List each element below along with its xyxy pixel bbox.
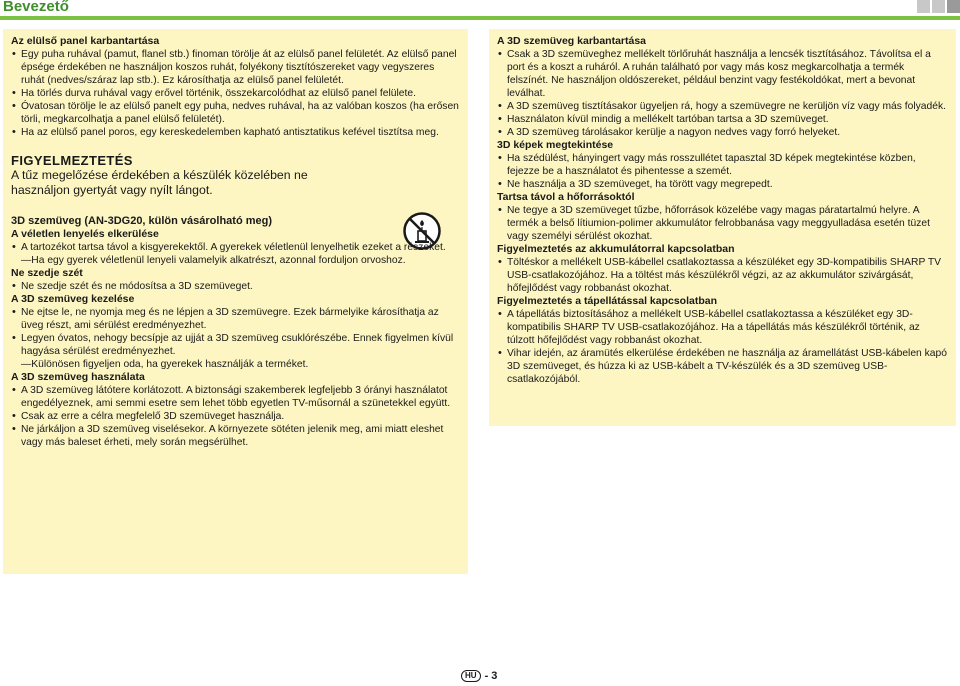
list-item: • A 3D szemüveg látótere korlátozott. A biztonsági szakemberek legfeljebb 3 órányi használatot engedélyeznek, ami semmi esetre sem lehet több egyetlen TV-műsornál a szünetekkel együtt.	[11, 384, 459, 410]
viewing-list	[497, 152, 947, 191]
left-panel	[3, 29, 468, 574]
swallow-note: —Ha egy gyerek véletlenül lenyeli valamelyik alkatrészt, azonnal forduljon orvoshoz.	[21, 255, 406, 266]
swallow-heading: A véletlen lenyelés elkerülése	[11, 228, 159, 240]
panel-care-heading: Az elülső panel karbantartása	[11, 35, 160, 47]
list-item: • Ne szedje szét és ne módosítsa a 3D szemüveget.	[11, 280, 459, 293]
battery-heading: Figyelmeztetés az akkumulátorral kapcsolatban	[497, 243, 735, 255]
list-item: • Ne ejtse le, ne nyomja meg és ne lépjen a 3D szemüvegre. Ezek bármelyike károsíthatja az üveg részt, ami sérülést eredményezhet.	[11, 306, 459, 332]
header-tabs	[915, 0, 960, 13]
usage-heading: A 3D szemüveg használata	[11, 371, 145, 383]
header-block	[947, 0, 960, 13]
list-item: • Ne használja a 3D szemüveget, ha törött vagy megrepedt.	[497, 178, 947, 191]
maintenance-list	[497, 48, 947, 139]
maintenance-heading: A 3D szemüveg karbantartása	[497, 35, 647, 47]
list-item: • Ne tegye a 3D szemüveget tűzbe, hőforrások közelébe vagy magas páratartalmú helyre. A termék a belső lítiumion-polimer akkumulátor felrobbanása vagy meggyulladása esetén tüzet vagy személyi sérülést okozhat.	[497, 204, 947, 243]
usage-list	[11, 384, 459, 449]
handling-note: —Különösen figyeljen oda, ha gyerekek használják a terméket.	[21, 359, 309, 370]
language-badge: HU	[461, 670, 481, 682]
battery-list	[497, 256, 947, 295]
list-item: • Csak a 3D szemüveghez mellékelt törlőruhát használja a lencsék tisztításához. Távolítsa el a port és a koszt a ruháról. A ruhán található por vagy más kosz megkarcolhatja a termék felszínét. Ne használjon oldószereket, például benzint vagy festékoldókat, mert a bevonat leválhat.	[497, 48, 947, 100]
list-item: • A 3D szemüveg tárolásakor kerülje a nagyon nedves vagy forró helyeket.	[497, 126, 947, 139]
disassemble-heading: Ne szedje szét	[11, 267, 83, 279]
list-item: • Töltéskor a mellékelt USB-kábellel csatlakoztassa a készüléket egy 3D-kompatibilis SHARP TV USB-csatlakozójához. Ha a töltést más készülékről végzi, az az akkumulátor szivárgását, hőfejlődést vagy robbanást okozhat.	[497, 256, 947, 295]
list-item: • Használaton kívül mindig a mellékelt tartóban tartsa a 3D szemüveget.	[497, 113, 947, 126]
swallow-list	[11, 241, 459, 254]
heat-heading: Tartsa távol a hőforrásoktól	[497, 191, 635, 203]
warning-title: FIGYELMEZTETÉS	[11, 153, 133, 168]
right-panel	[489, 29, 956, 426]
list-item: • Ne járkáljon a 3D szemüveg viselésekor. A környezete sötéten jelenik meg, ami miatt eleshet vagy más baleset érheti, mely során megsérülhet.	[11, 423, 459, 449]
list-item: • Csak az erre a célra megfelelő 3D szemüveget használja.	[11, 410, 459, 423]
list-item: • Legyen óvatos, nehogy becsípje az ujját a 3D szemüveg csuklórészébe. Ennek figyelmen kívül hagyása sérülést eredményezhet.	[11, 332, 459, 358]
header-rule	[0, 16, 960, 20]
handling-list	[11, 306, 459, 358]
glasses-title: 3D szemüveg (AN-3DG20, külön vásárolható meg)	[11, 215, 273, 227]
power-heading: Figyelmeztetés a tápellátással kapcsolatban	[497, 295, 718, 307]
power-list	[497, 308, 947, 386]
list-item: • Ha az elülső panel poros, egy kereskedelemben kapható antisztatikus kefével tisztítsa meg.	[11, 126, 459, 139]
list-item: • Ha törlés durva ruhával vagy erővel történik, összekarcolódhat az elülső panel felülete.	[11, 87, 459, 100]
disassemble-list	[11, 280, 459, 293]
list-item: • Vihar idején, az áramütés elkerülése érdekében ne használja az áramellátást USB-kábelen kapó 3D szemüveget, és húzza ki az USB-kábelt a TV-készülék és a 3D szemüveg USB-csatlakozójából.	[497, 347, 947, 386]
heat-list	[497, 204, 947, 243]
header-block	[917, 0, 930, 13]
viewing-heading: 3D képek megtekintése	[497, 139, 614, 151]
list-item: • Egy puha ruhával (pamut, flanel stb.) finoman törölje át az elülső panel felületét. Az elülső panel épsége érdekében ne használjon koszos ruhát, folyékony tisztítószereket vagy vegyszeres ruhát (nedves/száraz lap stb.). Ez károsíthatja az elülső panel felületét.	[11, 48, 459, 87]
warning-body: A tűz megelőzése érdekében a készülék közelében ne használjon gyertyát vagy nyílt lángot.	[11, 168, 308, 197]
page-footer	[461, 670, 497, 682]
list-item: • Óvatosan törölje le az elülső panelt egy puha, nedves ruhával, ha az valóban koszos (ha erősen törli, megkarcolhatja a panel elülső felületét).	[11, 100, 459, 126]
list-item: • A tartozékot tartsa távol a kisgyerekektől. A gyerekek véletlenül lenyelhetik ezeket a részeket.	[11, 241, 459, 254]
panel-care-list	[11, 48, 459, 139]
page-number: - 3	[484, 670, 498, 682]
list-item: • A tápellátás biztosításához a mellékelt USB-kábellel csatlakoztassa a készüléket egy 3D-kompatibilis SHARP TV USB-csatlakozójához. Ha a tápellátás más készülékről történik, az túlzott hőfejlődést vagy robbanást okozhat.	[497, 308, 947, 347]
handling-heading: A 3D szemüveg kezelése	[11, 293, 135, 305]
list-item: • Ha szédülést, hányingert vagy más rosszullétet tapasztal 3D képek megtekintése közben, fejezze be a használatot és pihentesse a szemét.	[497, 152, 947, 178]
section-title: Bevezető	[3, 0, 69, 15]
list-item: • A 3D szemüveg tisztításakor ügyeljen rá, hogy a szemüvegre ne kerüljön víz vagy más folyadék.	[497, 100, 947, 113]
header-block	[932, 0, 945, 13]
